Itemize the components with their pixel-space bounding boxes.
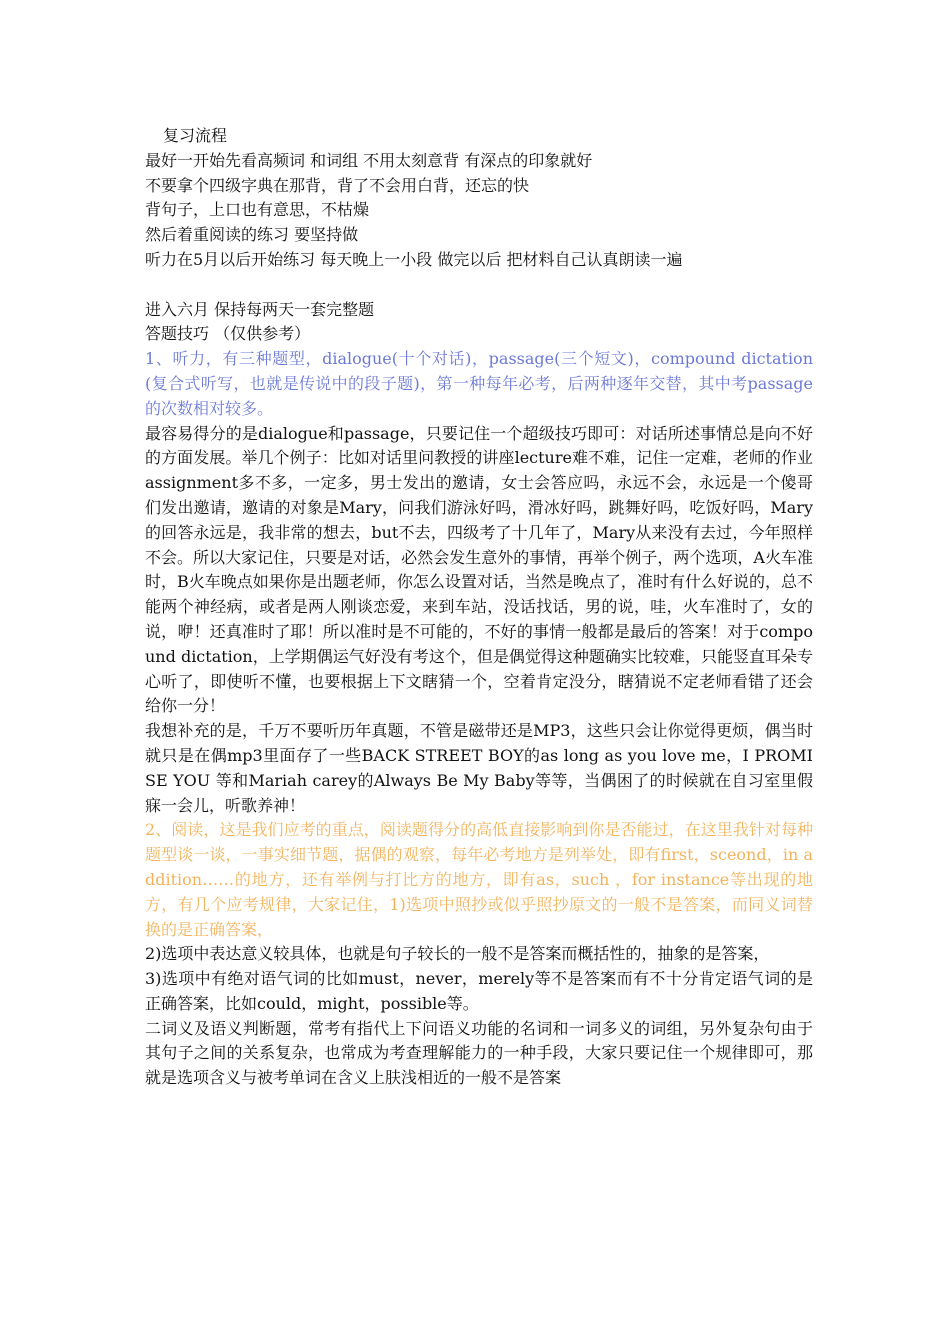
vocabulary-paragraph: 二词义及语义判断题，常考有指代上下问语义功能的名词和一词多义的词组，另外复杂句由于其句子之间的关系复杂，也常成为考查理解能力的一种手段，大家只要记住一个规律即可，那就是选项含义与被考单词在含义上肤浅相近的一般不是答案: [145, 1018, 813, 1088]
reading-rule-3: 3)选项中有绝对语气词的比如must，never，merely等不是答案而有不十分肯定语气词的是正确答案，比如could，might，possible等。: [145, 969, 813, 1013]
listening-intro-paragraph: 1、听力，有三种题型，dialogue(十个对话)，passage(三个短文)，compound dictation(复合式听写，也就是传说中的段子题)，第一种每年必考，后两种逐年交替，其中考passage的次数相对较多。: [145, 349, 813, 418]
june-plan: 进入六月 保持每两天一套完整题: [145, 299, 375, 319]
plan-line-5: 听力在5月以后开始练习 每天晚上一小段 做完以后 把材料自己认真朗读一遍: [145, 249, 683, 269]
tips-heading: 答题技巧 （仅供参考）: [145, 324, 311, 344]
blank-line: [145, 273, 813, 298]
listening-body-paragraph: 最容易得分的是dialogue和passage，只要记住一个超级技巧即可：对话所述事情总是向不好的方面发展。举几个例子：比如对话里问教授的讲座lecture难不难，记住一定难，老师的作业assignment多不多，一定多，男士发出的邀请，女士会答应吗，永远不会，永远是一个傻哥们发出邀请，邀请的对象是Mary，问我们游泳好吗，滑冰好吗，跳舞好吗，吃饭好吗，Mary的回答永远是，我非常的想去，but不去，四级考了十几年了，Mary从来没有去过，今年照样不会。所以大家记住，只要是对话，必然会发生意外的事情，再举个例子，两个选项，A火车准时，B火车晚点如果你是出题老师，你怎么设置对话，当然是晚点了，准时有什么好说的，总不能两个神经病，或者是两人刚谈恋爱，来到车站，没话找话，男的说，哇，火车准时了，女的说，咿！还真准时了耶！所以准时是不可能的，不好的事情一般都是最后的答案！对于compound dictation，上学期偶运气好没有考这个，但是偶觉得这种题确实比较难，只能竖直耳朵专心听了，即使听不懂，也要根据上下文瞎猜一个，空着肯定没分，瞎猜说不定老师看错了还会给你一分！: [145, 423, 813, 716]
plan-line-2: 不要拿个四级字典在那背，背了不会用白背，还忘的快: [145, 175, 530, 195]
reading-intro-paragraph: 2、阅读，这是我们应考的重点，阅读题得分的高低直接影响到你是否能过，在这里我针对每种题型谈一谈，一事实细节题，据偶的观察，每年必考地方是列举处，即有first，sceond，in addition……的地方，还有举例与打比方的地方，即有as，such ，for instance等出现的地方，有几个应考规律，大家记住，1)选项中照抄或似乎照抄原文的一般不是答案，而同义词替换的是正确答案，: [145, 820, 813, 939]
document-title: 复习流程: [163, 126, 228, 145]
plan-line-3: 背句子，上口也有意思，不枯燥: [145, 200, 370, 220]
reading-rule-2: 2)选项中表达意义较具体，也就是句子较长的一般不是答案而概括性的，抽象的是答案，: [145, 944, 770, 964]
listening-extra-paragraph: 我想补充的是，千万不要听历年真题，不管是磁带还是MP3，这些只会让你觉得更烦，偶当时就只是在偶mp3里面存了一些BACK STREET BOY的as long as you love me，I PROMISE YOU 等和Mariah carey的Always Be My Baby等等，当偶困了的时候就在自习室里假寐一会儿，听歌养神！: [145, 721, 813, 815]
plan-line-4: 然后着重阅读的练习 要坚持做: [145, 225, 359, 245]
document-page: [145, 124, 813, 1091]
plan-line-1: 最好一开始先看高频词 和词组 不用太刻意背 有深点的印象就好: [145, 150, 593, 170]
